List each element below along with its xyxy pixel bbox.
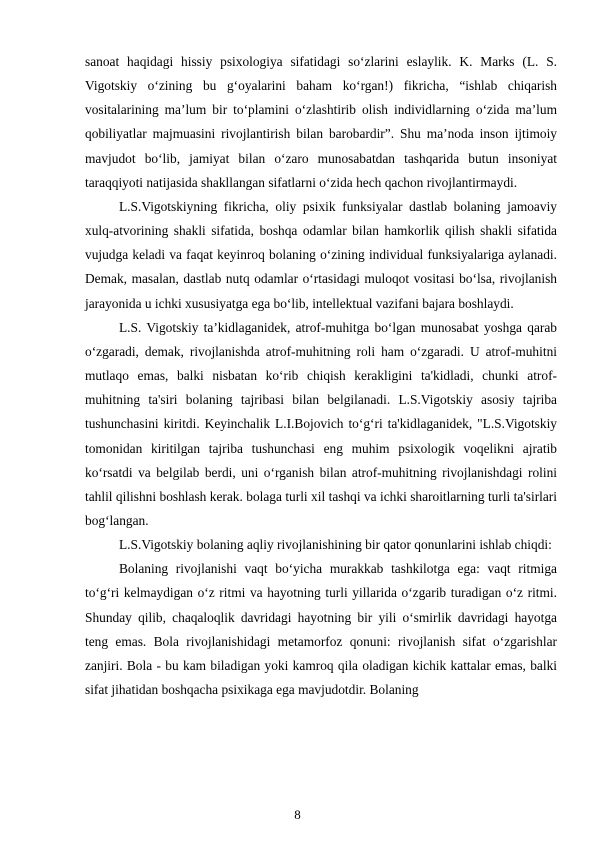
paragraph-laws-intro: L.S.Vigotskiy bolaning aqliy rivojlanishining bir qator qonunlarini ishlab chiqdi: <box>119 537 552 553</box>
paragraph-environment: L.S. Vigotskiy ta’kidlaganidek, atrof-muhitga bo‘lgan munosabat yoshga qarab o‘zgaradi, demak, rivojlanishda atrof-muhitning roli ham o‘zgaradi. U atrof-muhitni mutlaqo emas, balki nisbatan ko‘rib chiqish kerakligini ta'kidladi, chunki atrof-muhitning ta'siri bolaning tajribasi bilan belgilanadi. L.S.Vigotskiy asosiy tajriba tushunchasini kiritdi. Keyinchalik L.I.Bojovich to‘g‘ri ta'kidlaganidek, "L.S.Vigotskiy tomonidan kiritilgan tajriba tushunchasi eng muhim psixologik voqelikni ajratib ko‘rsatdi va belgilab berdi, uni o‘rganish bilan atrof-muhitning rivojlanishdagi rolini tahlil qilishni boshlash kerak. bolaga turli xil tashqi va ichki sharoitlarning turli ta'sirlari bog‘langan. <box>85 319 557 528</box>
page-number: 8 <box>294 807 301 822</box>
paragraph-higher-functions: L.S.Vigotskiyning fikricha, oliy psixik funksiyalar dastlab bolaning jamoaviy xulq-atvorining shakli sifatida, boshqa odamlar bilan hamkorlik qilish shakli sifatida vujudga keladi va faqat keyinroq bolaning o‘zining individual funksiyalariga aylanadi. Demak, masalan, dastlab nutq odamlar o‘rtasidagi muloqot vositasi bo‘lsa, rivojlanish jarayonida u ichki xususiyatga ega bo‘lib, intellektual vazifani bajara boshlaydi. <box>85 198 557 311</box>
paragraph-development-rhythm: Bolaning rivojlanishi vaqt bo‘yicha murakkab tashkilotga ega: vaqt ritmiga to‘g‘ri kelmaydigan o‘z ritmi va hayotning turli yillarida o‘zgarib turadigan o‘z ritmi. Shunday qilib, chaqaloqlik davridagi hayotning bir yili o‘smirlik davridagi hayotga teng emas. Bola rivojlanishidagi metamorfoz qonuni: rivojlanish sifat o‘zgarishlar zanjiri. Bola - bu kam biladigan yoki kamroq qila oladigan kichik kattalar emas, balki sifat jihatidan boshqacha psixikaga ega mavjudotdir. Bolaning <box>85 561 557 698</box>
document-page <box>85 50 557 702</box>
paragraph-continuation: sanoat haqidagi hissiy psixologiya sifatidagi so‘zlarini eslaylik. K. Marks (L. S. Vigotskiy o‘zining bu g‘oyalarini baham ko‘rgan!) fikricha, “ishlab chiqarish vositalarining ma’lum bir to‘plamini o‘zlashtirib olish individlarning o‘zida ma’lum qobiliyatlar majmuasini rivojlantirish bilan barobardir”. Shu ma’noda inson ijtimoiy mavjudot bo‘lib, jamiyat bilan o‘zaro munosabatdan tashqarida butun insoniyat taraqqiyoti natijasida shakllangan sifatlarni o‘zida hech qachon rivojlantirmaydi. <box>85 54 557 190</box>
